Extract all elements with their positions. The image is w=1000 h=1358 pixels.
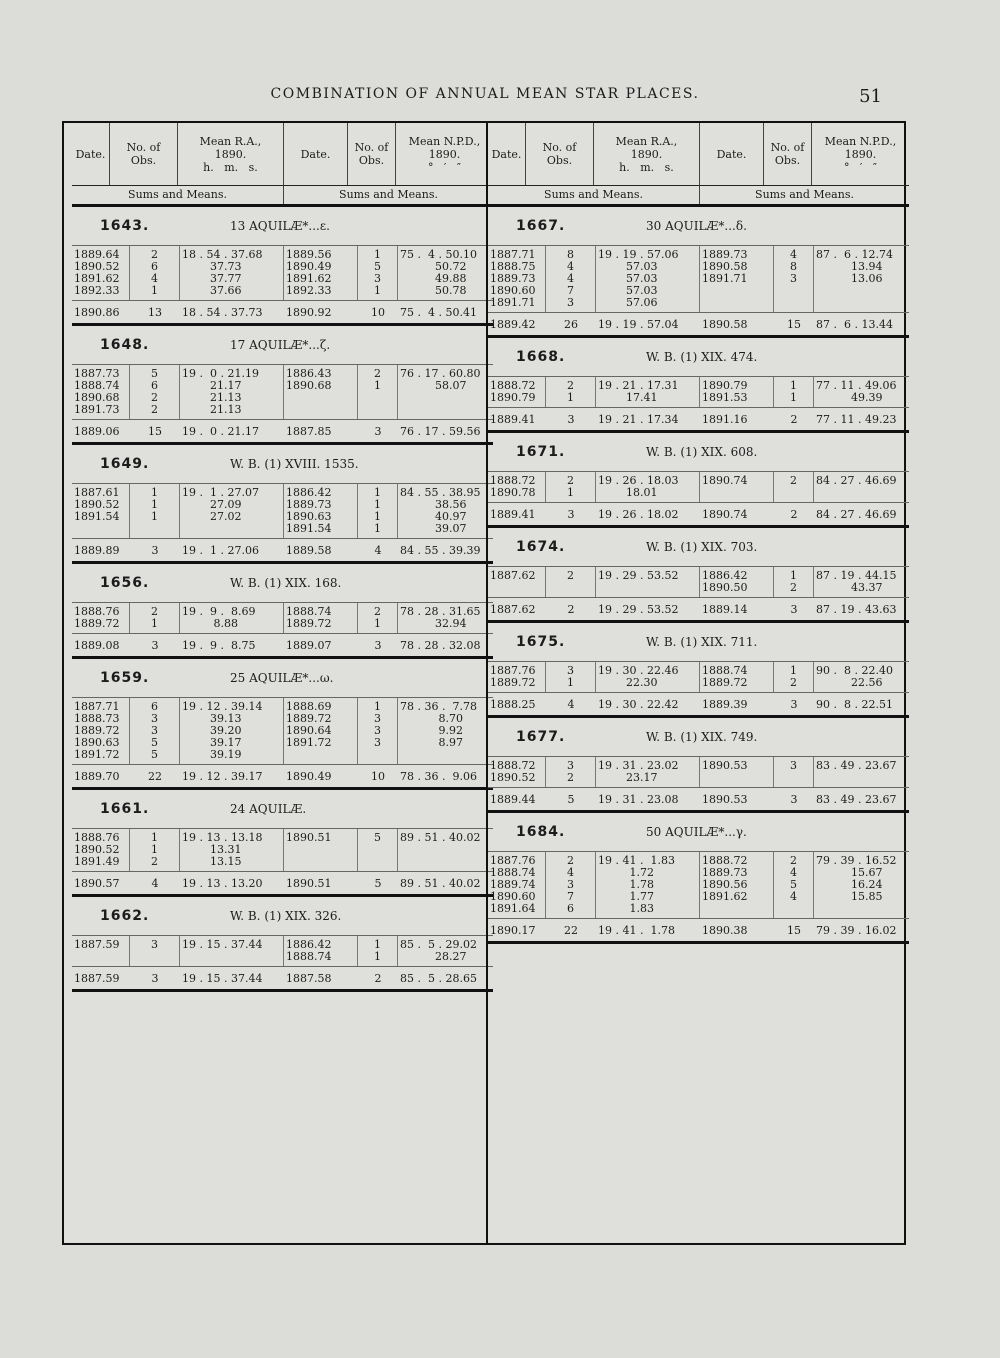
header-obs: No. of Obs. (110, 123, 178, 185)
header-date: Date. (284, 123, 348, 185)
observation-rows (72, 245, 493, 300)
mean-obs: 3 (151, 638, 159, 652)
obs-npd-counts: 2 1 (358, 603, 398, 633)
obs-npd-counts: 1 1 (358, 936, 398, 966)
mean-obs: 4 (567, 697, 575, 711)
star-name: W. B. (1) XIX. 326. (230, 909, 342, 923)
obs-counts: 5 6 2 2 (130, 365, 180, 419)
mean-npd: 89 . 51 . 40.02 (400, 876, 481, 890)
obs-dates: 1887.76 1889.72 (488, 662, 546, 692)
obs-dates: 1887.61 1890.52 1891.54 (72, 484, 130, 538)
obs-counts: 2 6 4 1 (130, 246, 180, 300)
obs-npd-counts: 5 (358, 829, 398, 871)
mean-npd-obs: 10 (371, 769, 385, 783)
star-heading (488, 433, 909, 471)
obs-npd: 87 . 19 . 44.15 43.37 (816, 569, 897, 594)
star-number: 1668. (516, 349, 566, 365)
obs-dates: 1888.76 1889.72 (72, 603, 130, 633)
star-table (62, 121, 906, 1245)
obs-counts: 2 1 (546, 472, 596, 502)
mean-ra: 19 . 31 . 23.08 (598, 792, 679, 806)
mean-npd-obs: 2 (790, 412, 798, 426)
obs-npd-dates: 1888.74 1889.72 (700, 662, 774, 692)
mean-npd-obs: 3 (790, 792, 798, 806)
mean-ra: 19 . 21 . 17.34 (598, 412, 679, 426)
mean-date: 1889.41 (490, 412, 536, 426)
mean-npd: 84 . 27 . 46.69 (816, 507, 897, 521)
star-block (72, 659, 493, 790)
star-name: W. B. (1) XIX. 711. (646, 635, 758, 649)
mean-npd-obs: 15 (787, 317, 801, 331)
mean-npd-obs: 3 (790, 602, 798, 616)
observation-rows (488, 661, 909, 692)
obs-dates: 1887.73 1888.74 1890.68 1891.73 (72, 365, 130, 419)
star-heading (72, 445, 493, 483)
header-date: Date. (700, 123, 764, 185)
star-number: 1667. (516, 218, 566, 234)
mean-npd-date: 1890.74 (702, 507, 748, 521)
obs-npd: 75 . 4 . 50.10 50.72 49.88 50.78 (400, 248, 477, 297)
obs-npd: 76 . 17 . 60.80 58.07 (400, 367, 481, 392)
star-number: 1661. (100, 801, 150, 817)
obs-npd-dates: 1890.74 (700, 472, 774, 502)
obs-ra: 19 . 41 . 1.83 1.72 1.78 1.77 1.83 (596, 852, 700, 918)
sums-label: Sums and Means. (72, 186, 284, 204)
star-name: W. B. (1) XIX. 749. (646, 730, 758, 744)
obs-npd-dates: 1888.74 1889.72 (284, 603, 358, 633)
page-title: COMBINATION OF ANNUAL MEAN STAR PLACES. (270, 86, 700, 102)
obs-dates: 1887.71 1888.75 1889.73 1890.60 1891.71 (488, 246, 546, 312)
mean-npd-date: 1887.85 (286, 424, 332, 438)
mean-ra: 19 . 29 . 53.52 (598, 602, 679, 616)
star-number: 1649. (100, 456, 150, 472)
mean-npd: 84 . 55 . 39.39 (400, 543, 481, 557)
column-header (72, 123, 493, 186)
observation-rows (72, 935, 493, 966)
obs-ra: 19 . 0 . 21.19 21.17 21.13 21.13 (180, 365, 284, 419)
obs-npd-counts: 2 (774, 472, 814, 502)
mean-date: 1889.06 (74, 424, 120, 438)
obs-npd: 77 . 11 . 49.06 49.39 (816, 379, 897, 404)
star-number: 1684. (516, 824, 566, 840)
star-name: 50 AQUILÆ*...γ. (646, 825, 747, 839)
sums-header (488, 186, 909, 207)
star-block (72, 790, 493, 897)
mean-obs: 4 (151, 876, 159, 890)
obs-npd-counts: 1 1 1 1 (358, 484, 398, 538)
star-block (72, 564, 493, 659)
obs-dates: 1888.72 1890.79 (488, 377, 546, 407)
mean-date: 1889.70 (74, 769, 120, 783)
obs-npd-dates: 1890.51 (284, 829, 358, 871)
obs-npd: 85 . 5 . 29.02 28.27 (400, 938, 477, 963)
obs-dates: 1888.72 1890.52 (488, 757, 546, 787)
star-block (72, 207, 493, 326)
star-name: 30 AQUILÆ*...δ. (646, 219, 747, 233)
mean-date: 1889.42 (490, 317, 536, 331)
star-heading (72, 207, 493, 245)
sums-label: Sums and Means. (488, 186, 700, 204)
obs-npd: 90 . 8 . 22.40 22.56 (816, 664, 893, 689)
obs-npd-dates: 1890.53 (700, 757, 774, 787)
mean-obs: 26 (564, 317, 578, 331)
obs-counts: 6 3 3 5 5 (130, 698, 180, 764)
obs-ra: 19 . 31 . 23.02 23.17 (596, 757, 700, 787)
obs-dates: 1888.76 1890.52 1891.49 (72, 829, 130, 871)
star-heading (488, 718, 909, 756)
mean-ra: 19 . 15 . 37.44 (182, 971, 263, 985)
mean-npd: 77 . 11 . 49.23 (816, 412, 897, 426)
left-column (72, 123, 493, 1243)
obs-npd-counts: 1 2 (774, 567, 814, 597)
page-number: 51 (859, 86, 882, 107)
mean-ra: 19 . 30 . 22.42 (598, 697, 679, 711)
obs-npd-counts: 4 8 3 (774, 246, 814, 312)
mean-ra: 19 . 12 . 39.17 (182, 769, 263, 783)
mean-npd-date: 1887.58 (286, 971, 332, 985)
mean-npd: 75 . 4 . 50.41 (400, 305, 477, 319)
star-number: 1656. (100, 575, 150, 591)
observation-rows (72, 483, 493, 538)
star-block (488, 207, 909, 338)
obs-npd-dates: 1886.42 1888.74 (284, 936, 358, 966)
obs-ra: 19 . 1 . 27.07 27.09 27.02 (180, 484, 284, 538)
obs-counts: 3 1 (546, 662, 596, 692)
star-heading (488, 338, 909, 376)
obs-counts: 2 1 (130, 603, 180, 633)
mean-date: 1888.25 (490, 697, 536, 711)
star-name: 25 AQUILÆ*...ω. (230, 671, 334, 685)
obs-ra: 18 . 54 . 37.68 37.73 37.77 37.66 (180, 246, 284, 300)
obs-npd-counts: 2 4 5 4 (774, 852, 814, 918)
star-number: 1674. (516, 539, 566, 555)
star-block (488, 338, 909, 433)
obs-npd: 89 . 51 . 40.02 (400, 831, 481, 844)
mean-ra: 18 . 54 . 37.73 (182, 305, 263, 319)
mean-date: 1890.86 (74, 305, 120, 319)
obs-npd-counts: 1 5 3 1 (358, 246, 398, 300)
observation-rows (488, 566, 909, 597)
mean-row (72, 538, 493, 561)
sums-label: Sums and Means. (755, 188, 854, 201)
obs-ra: 19 . 30 . 22.46 22.30 (596, 662, 700, 692)
star-name: W. B. (1) XIX. 608. (646, 445, 758, 459)
mean-obs: 3 (567, 412, 575, 426)
obs-npd: 84 . 55 . 38.95 38.56 40.97 39.07 (400, 486, 481, 535)
header-obs: No. of Obs. (526, 123, 594, 185)
obs-counts: 8 4 4 7 3 (546, 246, 596, 312)
mean-date: 1890.57 (74, 876, 120, 890)
mean-npd-date: 1891.16 (702, 412, 748, 426)
header-ra: Mean R.A., 1890. h. m. s. (594, 123, 700, 185)
mean-row (488, 407, 909, 430)
mean-npd-obs: 10 (371, 305, 385, 319)
mean-row (488, 787, 909, 810)
mean-npd-obs: 2 (790, 507, 798, 521)
mean-obs: 22 (564, 923, 578, 937)
obs-npd-dates: 1886.43 1890.68 (284, 365, 358, 419)
obs-counts: 2 4 3 7 6 (546, 852, 596, 918)
mean-npd-obs: 3 (374, 638, 382, 652)
column-header (488, 123, 909, 186)
star-heading (488, 623, 909, 661)
mean-ra: 19 . 26 . 18.02 (598, 507, 679, 521)
mean-obs: 22 (148, 769, 162, 783)
mean-npd: 76 . 17 . 59.56 (400, 424, 481, 438)
obs-dates: 1887.76 1888.74 1889.74 1890.60 1891.64 (488, 852, 546, 918)
mean-row (488, 312, 909, 335)
header-date: Date. (488, 123, 526, 185)
right-column (486, 123, 909, 1243)
obs-npd: 87 . 6 . 12.74 13.94 13.06 (816, 248, 893, 285)
observation-rows (488, 756, 909, 787)
observation-rows (72, 602, 493, 633)
header-npd: Mean N.P.D., 1890. ° ′ ″ (408, 134, 481, 174)
obs-dates: 1888.72 1890.78 (488, 472, 546, 502)
star-number: 1677. (516, 729, 566, 745)
star-heading (488, 813, 909, 851)
mean-obs: 3 (151, 543, 159, 557)
mean-ra: 19 . 41 . 1.78 (598, 923, 675, 937)
star-block (488, 433, 909, 528)
mean-npd-date: 1890.53 (702, 792, 748, 806)
star-number: 1648. (100, 337, 150, 353)
star-block (72, 326, 493, 445)
obs-npd: 84 . 27 . 46.69 (816, 474, 897, 487)
obs-counts: 2 1 (546, 377, 596, 407)
observation-rows (488, 851, 909, 918)
obs-npd: 78 . 28 . 31.65 32.94 (400, 605, 481, 630)
star-name: 17 AQUILÆ*...ζ. (230, 338, 331, 352)
mean-npd: 78 . 36 . 9.06 (400, 769, 477, 783)
star-number: 1659. (100, 670, 150, 686)
star-name: W. B. (1) XVIII. 1535. (230, 457, 359, 471)
mean-npd-obs: 4 (374, 543, 382, 557)
header-date: Date. (72, 123, 110, 185)
mean-npd-date: 1889.58 (286, 543, 332, 557)
mean-row (72, 419, 493, 442)
obs-counts: 1 1 2 (130, 829, 180, 871)
obs-ra: 19 . 12 . 39.14 39.13 39.20 39.17 39.19 (180, 698, 284, 764)
star-block (488, 528, 909, 623)
header-ra: Mean R.A., 1890. h. m. s. (178, 123, 284, 185)
mean-obs: 3 (151, 971, 159, 985)
mean-date: 1889.44 (490, 792, 536, 806)
mean-ra: 19 . 9 . 8.75 (182, 638, 256, 652)
star-number: 1675. (516, 634, 566, 650)
mean-row (488, 692, 909, 715)
obs-npd-dates: 1888.72 1889.73 1890.56 1891.62 (700, 852, 774, 918)
star-heading (488, 528, 909, 566)
obs-ra: 19 . 13 . 13.18 13.31 13.15 (180, 829, 284, 871)
mean-npd-date: 1890.49 (286, 769, 332, 783)
header-obs: No. of Obs. (764, 123, 812, 185)
mean-npd-date: 1889.14 (702, 602, 748, 616)
mean-npd-date: 1890.51 (286, 876, 332, 890)
header-obs: No. of Obs. (348, 123, 396, 185)
obs-npd-dates: 1889.73 1890.58 1891.71 (700, 246, 774, 312)
mean-row (72, 871, 493, 894)
star-name: W. B. (1) XIX. 168. (230, 576, 342, 590)
mean-npd: 79 . 39 . 16.02 (816, 923, 897, 937)
obs-npd-counts: 1 1 (774, 377, 814, 407)
mean-npd-obs: 15 (787, 923, 801, 937)
observation-rows (72, 828, 493, 871)
mean-date: 1889.08 (74, 638, 120, 652)
sums-label: Sums and Means. (339, 188, 438, 201)
obs-npd-counts: 2 1 (358, 365, 398, 419)
obs-ra: 19 . 15 . 37.44 (180, 936, 284, 966)
obs-npd: 79 . 39 . 16.52 15.67 16.24 15.85 (816, 854, 897, 903)
obs-counts: 1 1 1 (130, 484, 180, 538)
mean-date: 1889.89 (74, 543, 120, 557)
obs-dates: 1889.64 1890.52 1891.62 1892.33 (72, 246, 130, 300)
obs-dates: 1887.59 (72, 936, 130, 966)
star-name: 13 AQUILÆ*...ε. (230, 219, 330, 233)
obs-ra: 19 . 26 . 18.03 18.01 (596, 472, 700, 502)
mean-ra: 19 . 0 . 21.17 (182, 424, 259, 438)
mean-obs: 5 (567, 792, 575, 806)
star-heading (72, 897, 493, 935)
mean-date: 1887.59 (74, 971, 120, 985)
mean-row (488, 597, 909, 620)
mean-npd-obs: 2 (374, 971, 382, 985)
observation-rows (72, 364, 493, 419)
observation-rows (488, 245, 909, 312)
mean-npd-obs: 5 (374, 876, 382, 890)
star-heading (72, 564, 493, 602)
observation-rows (488, 471, 909, 502)
star-name: W. B. (1) XIX. 703. (646, 540, 758, 554)
obs-npd-dates: 1888.69 1889.72 1890.64 1891.72 (284, 698, 358, 764)
mean-row (72, 300, 493, 323)
header-npd: Mean N.P.D., 1890. ° ′ ″ (824, 134, 897, 174)
obs-counts: 2 (546, 567, 596, 597)
mean-obs: 2 (567, 602, 575, 616)
mean-date: 1887.62 (490, 602, 536, 616)
obs-counts: 3 2 (546, 757, 596, 787)
mean-npd: 87 . 6 . 13.44 (816, 317, 893, 331)
star-name: W. B. (1) XIX. 474. (646, 350, 758, 364)
mean-npd-date: 1889.39 (702, 697, 748, 711)
star-heading (72, 326, 493, 364)
obs-npd-dates: 1886.42 1889.73 1890.63 1891.54 (284, 484, 358, 538)
obs-npd-dates: 1886.42 1890.50 (700, 567, 774, 597)
mean-npd: 87 . 19 . 43.63 (816, 602, 897, 616)
obs-npd-counts: 1 3 3 3 (358, 698, 398, 764)
mean-date: 1890.17 (490, 923, 536, 937)
mean-npd-obs: 3 (374, 424, 382, 438)
obs-npd-counts: 1 2 (774, 662, 814, 692)
mean-npd-obs: 3 (790, 697, 798, 711)
obs-npd-dates: 1889.56 1890.49 1891.62 1892.33 (284, 246, 358, 300)
obs-dates: 1887.62 (488, 567, 546, 597)
mean-obs: 13 (148, 305, 162, 319)
star-number: 1643. (100, 218, 150, 234)
obs-ra: 19 . 9 . 8.69 8.88 (180, 603, 284, 633)
sums-header (72, 186, 493, 207)
star-heading (72, 790, 493, 828)
mean-obs: 15 (148, 424, 162, 438)
obs-npd: 83 . 49 . 23.67 (816, 759, 897, 772)
mean-row (72, 633, 493, 656)
mean-date: 1889.41 (490, 507, 536, 521)
mean-npd-date: 1890.38 (702, 923, 748, 937)
mean-ra: 19 . 19 . 57.04 (598, 317, 679, 331)
obs-counts: 3 (130, 936, 180, 966)
mean-npd: 83 . 49 . 23.67 (816, 792, 897, 806)
star-block (488, 813, 909, 944)
obs-ra: 19 . 29 . 53.52 (596, 567, 700, 597)
mean-npd: 90 . 8 . 22.51 (816, 697, 893, 711)
mean-npd: 85 . 5 . 28.65 (400, 971, 477, 985)
star-block (488, 718, 909, 813)
star-heading (72, 659, 493, 697)
obs-ra: 19 . 19 . 57.06 57.03 57.03 57.03 57.06 (596, 246, 700, 312)
obs-npd-counts: 3 (774, 757, 814, 787)
obs-npd-dates: 1890.79 1891.53 (700, 377, 774, 407)
observation-rows (72, 697, 493, 764)
mean-row (72, 966, 493, 989)
mean-row (72, 764, 493, 787)
mean-row (488, 502, 909, 525)
star-heading (488, 207, 909, 245)
mean-ra: 19 . 1 . 27.06 (182, 543, 259, 557)
mean-obs: 3 (567, 507, 575, 521)
star-block (72, 897, 493, 992)
star-block (72, 445, 493, 564)
mean-npd: 78 . 28 . 32.08 (400, 638, 481, 652)
mean-npd-date: 1890.58 (702, 317, 748, 331)
star-name: 24 AQUILÆ. (230, 802, 307, 816)
star-block (488, 623, 909, 718)
mean-npd-date: 1890.92 (286, 305, 332, 319)
mean-npd-date: 1889.07 (286, 638, 332, 652)
observation-rows (488, 376, 909, 407)
star-number: 1671. (516, 444, 566, 460)
mean-row (488, 918, 909, 941)
mean-ra: 19 . 13 . 13.20 (182, 876, 263, 890)
obs-dates: 1887.71 1888.73 1889.72 1890.63 1891.72 (72, 698, 130, 764)
obs-ra: 19 . 21 . 17.31 17.41 (596, 377, 700, 407)
obs-npd: 78 . 36 . 7.78 8.70 9.92 8.97 (400, 700, 477, 749)
star-number: 1662. (100, 908, 150, 924)
